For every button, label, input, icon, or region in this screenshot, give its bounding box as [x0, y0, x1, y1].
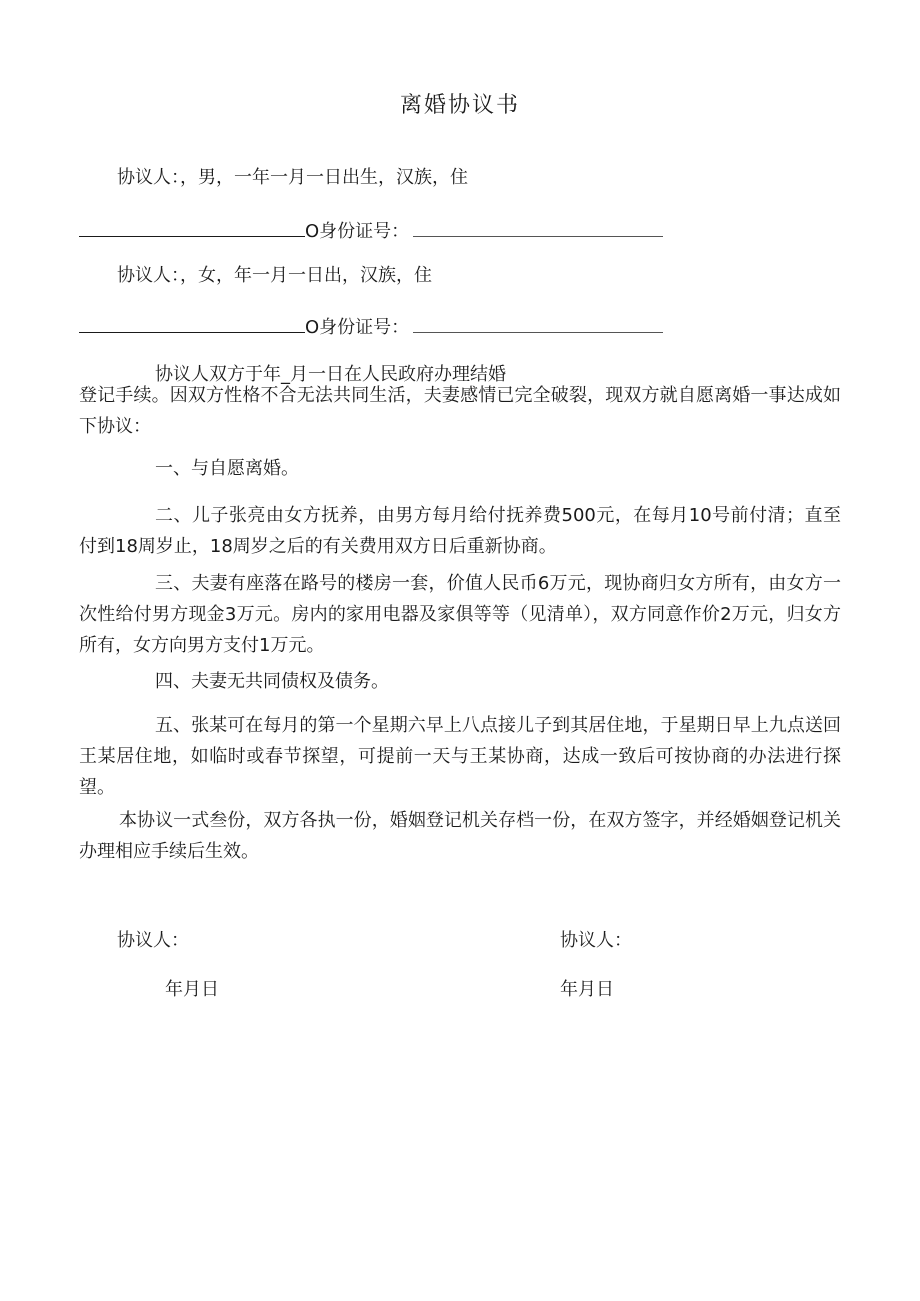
party2-id-label: O身份证号： — [305, 317, 410, 338]
clause-3: 三、夫妻有座落在路号的楼房一套，价值人民币6万元，现协商归女方所有，由女方一次性给付男方现金3万元。房内的家用电器及家俱等等（见清单），双方同意作价2万元，归女方所有，女方向男方支付1万元。 — [79, 573, 841, 656]
signature-right-date: 年月日 — [560, 979, 614, 1000]
signature-right-label: 协议人： — [560, 930, 632, 951]
party1-address-blank — [79, 219, 305, 237]
signature-left-date: 年月日 — [165, 979, 219, 1000]
party1-id-line — [79, 219, 663, 243]
party2-id-line — [79, 315, 663, 339]
clause-2: 二、儿子张亮由女方抚养，由男方每月给付抚养费500元，在每月10号前付清；直至付到18周岁止，18周岁之后的有关费用双方日后重新协商。 — [79, 505, 841, 557]
clause-1: 一、与自愿离婚。 — [155, 458, 299, 479]
party2-address-blank — [79, 315, 305, 333]
clause-5: 五、张某可在每月的第一个星期六早上八点接儿子到其居住地，于星期日早上九点送回王某居住地，如临时或春节探望，可提前一天与王某协商，达成一致后可按协商的办法进行探望。 — [79, 715, 841, 798]
intro-paragraph: 登记手续。因双方性格不合无法共同生活，夫妻感情已完全破裂，现双方就自愿离婚一事达成如下协议： — [79, 385, 841, 437]
party2-id-blank — [413, 315, 663, 333]
party1-id-blank — [413, 219, 663, 237]
party1-id-label: O身份证号： — [305, 221, 410, 242]
clause-4: 四、夫妻无共同债权及债务。 — [155, 671, 389, 692]
party2-info-line: 协议人：，女，年一月一日出，汉族，住 — [117, 265, 432, 286]
page-title: 离婚协议书 — [399, 93, 520, 118]
signature-left-label: 协议人： — [117, 930, 189, 951]
party1-info-line: 协议人：，男，一年一月一日出生，汉族，住 — [117, 167, 468, 188]
closing-paragraph: 本协议一式叁份，双方各执一份，婚姻登记机关存档一份，在双方签字，并经婚姻登记机关办理相应手续后生效。 — [79, 810, 841, 862]
intro-first-line: 协议人双方于年_月一日在人民政府办理结婚 — [155, 364, 506, 385]
